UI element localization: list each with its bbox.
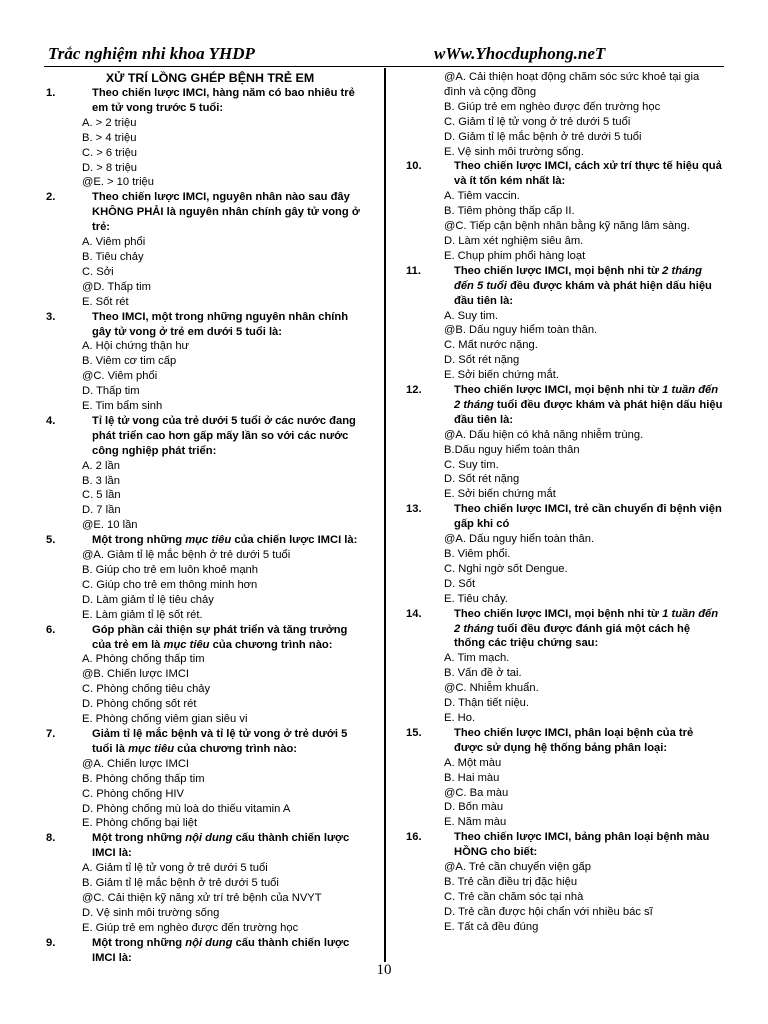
- question-10: [404, 159, 724, 263]
- question-text: Tỉ lệ tử vong của trẻ dưới 5 tuổi ở các nước đang phát triển cao hơn gấp mấy lần so với các nước công nghiệp phát triển:: [92, 414, 356, 457]
- answer-option: @B. Chiến lược IMCI: [82, 668, 190, 681]
- left-column: [44, 70, 366, 965]
- answer-option: D. Sốt rét nặng: [444, 354, 520, 367]
- answer-option: B. Giảm tỉ lệ mắc bệnh ở trẻ dưới 5 tuổi: [82, 877, 279, 890]
- answer-option: D. Phòng chống mù loà do thiếu vitamin A: [82, 802, 291, 815]
- answer-option: A. Tim mạch.: [444, 652, 510, 665]
- answer-option: B. Viêm phổi.: [444, 548, 511, 560]
- answer-option: D. 7 lần: [82, 504, 121, 517]
- question-number: 16.: [406, 831, 422, 844]
- answer-option: D. Bốn màu: [444, 801, 504, 814]
- question-number: 6.: [46, 623, 56, 636]
- question-4: [44, 414, 366, 533]
- question-2: [44, 190, 366, 309]
- answer-option: C. Sởi: [82, 265, 114, 278]
- answer-option: E. Vệ sinh môi trường sống.: [444, 145, 584, 158]
- page-number: 10: [376, 962, 392, 978]
- answer-option: E. Sởi biến chứng mắt: [444, 488, 556, 501]
- question-13: [404, 502, 724, 606]
- answer-option: C. Giảm tỉ lệ tử vong ở trẻ dưới 5 tuổi: [444, 115, 631, 128]
- answer-option: D. Sốt rét nặng: [444, 473, 520, 486]
- answer-option: B. Vấn đề ở tai.: [444, 667, 522, 680]
- answer-option: E. Làm giảm tỉ lệ sốt rét.: [82, 608, 203, 621]
- answer-option: @A. Dấu nguy hiển toàn thân.: [444, 533, 595, 546]
- question-8: [44, 831, 366, 935]
- answer-option: @E. > 10 triệu: [82, 176, 154, 189]
- answer-option: @A. Cải thiện hoạt động chăm sóc sức khoẻ tại gia đình và cộng đồng: [444, 71, 700, 98]
- answer-option: B.Dấu nguy hiểm toàn thân: [444, 443, 580, 456]
- question-text: Theo chiến lược IMCI, mọi bệnh nhi từ 1 tuần đến 2 tháng tuổi đều được khám và phát hiện dấu hiệu đầu tiên là:: [454, 384, 723, 426]
- answer-option: A. Giảm tỉ lệ tử vong ở trẻ dưới 5 tuổi: [82, 862, 268, 875]
- answer-option: A. Suy tim.: [444, 309, 499, 322]
- answer-option: D. Vệ sinh môi trường sống: [82, 906, 220, 919]
- answer-option: @B. Dấu nguy hiểm toàn thân.: [444, 324, 598, 337]
- answer-option: B. Trẻ cần điều trị đặc hiệu: [444, 875, 578, 888]
- question-text: Theo IMCI, một trong những nguyên nhân chính gây tử vong ở trẻ em dưới 5 tuổi là:: [92, 310, 349, 338]
- answer-option: C. Trẻ cần chăm sóc tại nhà: [444, 890, 584, 903]
- answer-option: A. Tiêm vaccin.: [444, 190, 520, 203]
- answer-option: E. Ho.: [444, 711, 476, 724]
- question-9-options: [404, 70, 724, 159]
- answer-option: @C. Cải thiện kỹ năng xử trí trẻ bệnh của NVYT: [82, 891, 322, 904]
- question-number: 10.: [406, 160, 422, 173]
- question-text: Một trong những mục tiêu của chiến lược IMCI là:: [92, 534, 358, 547]
- question-text: Theo chiến lược IMCI, phân loại bệnh của trẻ được sử dụng hệ thống bảng phân loại:: [454, 726, 694, 754]
- answer-option: B. > 4 triệu: [82, 131, 137, 144]
- answer-option: D. Làm giảm tỉ lệ tiêu chảy: [82, 593, 214, 606]
- header-title: Trắc nghiệm nhi khoa YHDP: [48, 44, 255, 63]
- answer-option: A. Một màu: [444, 756, 502, 769]
- answer-option: @D. Thấp tim: [82, 280, 151, 293]
- answer-option: E. Năm màu: [444, 816, 507, 829]
- question-number: 1.: [46, 87, 56, 99]
- answer-option: C. Giúp cho trẻ em thông minh hơn: [82, 578, 258, 591]
- answer-option: A. 2 lần: [82, 459, 120, 472]
- question-text: Theo chiến lược IMCI, hàng năm có bao nhiêu trẻ em tử vong trước 5 tuổi:: [92, 87, 355, 114]
- answer-option: @A. Chiến lược IMCI: [82, 757, 190, 770]
- question-11: [404, 264, 724, 383]
- question-number: 2.: [46, 191, 56, 204]
- answer-option: E. Giúp trẻ em nghèo được đến trường học: [82, 921, 299, 934]
- answer-option: A. Viêm phổi: [82, 236, 146, 249]
- answer-option: D. Phòng chống sốt rét: [82, 698, 197, 711]
- answer-option: E. Tất cả đều đúng: [444, 920, 539, 933]
- right-column: [404, 70, 724, 935]
- question-text: Theo chiến lược IMCI, cách xử trí thực tế hiệu quả và ít tốn kém nhất là:: [454, 160, 722, 188]
- question-1: [44, 86, 366, 190]
- question-15: [404, 726, 724, 830]
- question-5: [44, 533, 366, 622]
- answer-option: B. Tiêm phòng thấp cấp II.: [444, 205, 575, 218]
- answer-option: B. Giúp trẻ em nghèo được đến trường học: [444, 100, 661, 113]
- question-3: [44, 310, 366, 414]
- answer-option: E. Phòng chống bại liệt: [82, 817, 198, 830]
- answer-option: @C. Viêm phổi: [82, 370, 158, 383]
- answer-option: B. Viêm cơ tim cấp: [82, 355, 177, 368]
- answer-option: E. Tim bẩm sinh: [82, 400, 163, 413]
- question-number: 3.: [46, 310, 56, 323]
- document-title: XỬ TRÍ LỒNG GHÉP BỆNH TRẺ EM: [105, 71, 315, 85]
- answer-option: D. Giảm tỉ lệ mắc bệnh ở trẻ dưới 5 tuổi: [444, 130, 642, 143]
- answer-option: A. Hội chứng thận hư: [82, 340, 190, 353]
- answer-option: C. Mất nước nặng.: [444, 339, 538, 352]
- answer-option: D. Thấp tim: [82, 385, 140, 398]
- answer-option: C. 5 lần: [82, 489, 121, 502]
- answer-option: C. Phòng chống tiêu chảy: [82, 683, 211, 696]
- question-text: Theo chiến lược IMCI, mọi bệnh nhi từ 2 tháng đến 5 tuổi đều được khám và phát hiện dấu hiệu đầu tiên là:: [454, 264, 712, 307]
- answer-option: @C. Nhiễm khuẩn.: [444, 682, 539, 695]
- question-number: 8.: [46, 832, 56, 845]
- answer-option: E. Sởi biến chứng mắt.: [444, 369, 559, 382]
- question-6: [44, 623, 366, 727]
- answer-option: B. Tiêu chảy: [82, 250, 144, 263]
- answer-option: E. Sốt rét: [82, 295, 129, 308]
- answer-option: @C. Tiếp cận bệnh nhân bằng kỹ năng lâm sàng.: [444, 220, 690, 233]
- question-12: [404, 383, 724, 502]
- question-number: 4.: [46, 414, 56, 427]
- question-9: [44, 936, 366, 966]
- question-text: Theo chiến lược IMCI, mọi bệnh nhi từ 1 tuần đến 2 tháng tuổi đều được đánh giá một cách hệ thống các triệu chứng sau:: [454, 607, 719, 650]
- header-website: wWw.Yhocduphong.neT: [434, 44, 606, 63]
- question-number: 9.: [46, 936, 56, 949]
- answer-option: D. Sốt: [444, 577, 476, 590]
- answer-option: @A. Dấu hiện có khả năng nhiễm trùng.: [444, 428, 644, 441]
- question-number: 14.: [406, 607, 422, 620]
- column-divider: [384, 68, 386, 962]
- answer-option: C. Phòng chống HIV: [82, 787, 184, 800]
- answer-option: B. 3 lần: [82, 474, 120, 487]
- question-7: [44, 727, 366, 831]
- question-text: Theo chiến lược IMCI, trẻ cần chuyển đi bệnh viện gấp khi có: [454, 503, 722, 531]
- answer-option: D. Thận tiết niệu.: [444, 697, 529, 710]
- answer-option: @A. Giảm tỉ lệ mắc bệnh ở trẻ dưới 5 tuổi: [82, 549, 291, 562]
- answer-option: @E. 10 lần: [82, 519, 138, 532]
- answer-option: @C. Ba màu: [444, 786, 509, 799]
- page-header: [44, 44, 724, 67]
- answer-option: D. > 8 triệu: [82, 161, 138, 174]
- answer-option: E. Phòng chống viêm gian siêu vi: [82, 713, 248, 726]
- answer-option: B. Hai màu: [444, 771, 500, 784]
- question-text: Theo chiến lược IMCI, nguyên nhân nào sau đây KHÔNG PHẢI là nguyên nhân chính gây tử vong ở trẻ:: [92, 191, 360, 234]
- question-text: Theo chiến lược IMCI, bảng phân loại bệnh màu HỒNG cho biết:: [454, 831, 710, 859]
- answer-option: D. Trẻ cần được hội chẩn với nhiều bác sĩ: [444, 905, 653, 918]
- answer-option: E. Chụp phim phổi hàng loạt: [444, 249, 586, 262]
- answer-option: B. Giúp cho trẻ em luôn khoẻ mạnh: [82, 564, 258, 576]
- question-number: 7.: [46, 727, 56, 740]
- answer-option: D. Làm xét nghiệm siêu âm.: [444, 234, 584, 247]
- question-14: [404, 607, 724, 726]
- answer-option: A. Phòng chống thấp tim: [82, 653, 205, 666]
- answer-option: A. > 2 triệu: [82, 116, 137, 129]
- question-text: Một trong những nội dung cấu thành chiến lược IMCI là:: [92, 936, 350, 964]
- question-number: 12.: [406, 384, 422, 397]
- answer-option: C. Nghi ngờ sốt Dengue.: [444, 562, 568, 575]
- question-text: Một trong những nội dung cấu thành chiến lược IMCI là:: [92, 832, 350, 860]
- question-number: 13.: [406, 503, 422, 516]
- answer-option: C. > 6 triệu: [82, 146, 138, 159]
- answer-option: B. Phòng chống thấp tim: [82, 772, 205, 785]
- answer-option: E. Tiêu chảy.: [444, 592, 508, 605]
- question-16: [404, 830, 724, 934]
- question-number: 15.: [406, 726, 422, 739]
- answer-option: @A. Trẻ cần chuyển viện gấp: [444, 861, 591, 874]
- question-number: 11.: [406, 264, 421, 277]
- question-text: Giảm tỉ lệ mắc bệnh và tỉ lệ tử vong ở trẻ dưới 5 tuổi là mục tiêu của chương trình nào:: [92, 727, 348, 755]
- question-text: Góp phần cải thiện sự phát triển và tăng trưởng của trẻ em là mục tiêu của chương trình nào:: [92, 623, 348, 651]
- question-number: 5.: [46, 534, 56, 547]
- answer-option: C. Suy tim.: [444, 458, 499, 471]
